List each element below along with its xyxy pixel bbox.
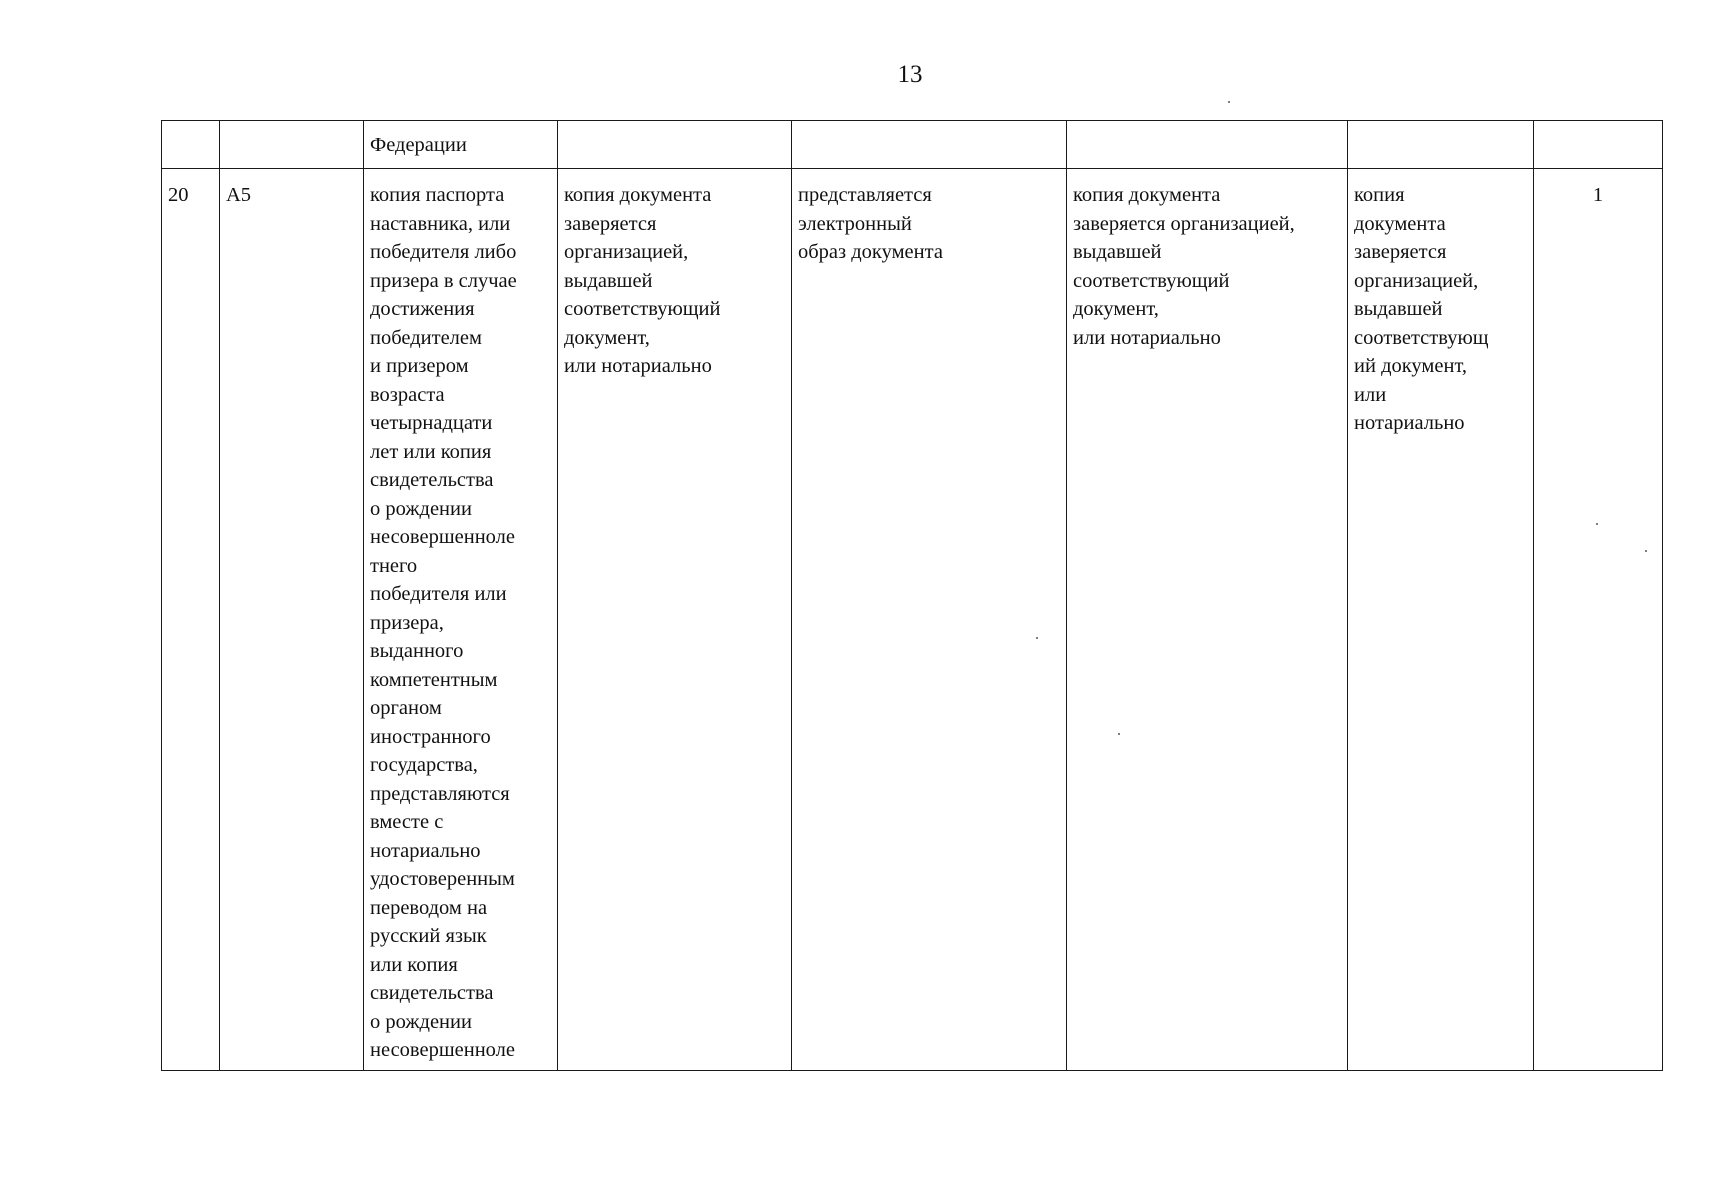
cell-code xyxy=(220,121,364,169)
table-continuation-row xyxy=(162,121,1663,169)
cell-number: 20 xyxy=(162,169,220,1071)
cell-count: 1 xyxy=(1534,169,1663,1071)
cell-requirement-4 xyxy=(1348,121,1534,169)
table-row xyxy=(162,169,1663,1071)
cell-count xyxy=(1534,121,1663,169)
scan-speck xyxy=(1118,733,1120,735)
scan-speck xyxy=(1036,637,1038,639)
cell-document-name: Федерации xyxy=(364,121,558,169)
scan-speck xyxy=(1596,523,1598,525)
cell-requirement-2 xyxy=(792,121,1067,169)
page-number: 13 xyxy=(897,61,923,88)
cell-requirement-2: представляется электронный образ документа xyxy=(792,169,1067,1071)
cell-code: А5 xyxy=(220,169,364,1071)
cell-requirement-3: копия документа заверяется организацией, выдавшей соответствующий документ, или нотариально xyxy=(1067,169,1348,1071)
scan-speck xyxy=(1228,101,1230,103)
scan-speck xyxy=(1645,550,1647,552)
document-table xyxy=(161,120,1663,1071)
cell-document-name: копия паспорта наставника, или победителя либо призера в случае достижения победителем и призером возраста четырнадцати лет или копия свидетельства о рождении несовершенноле тнего победителя или призера, выданного компетентным органом иностранного государства, представляются вместе с нотариально удостоверенным переводом на русский язык или копия свидетельства о рождении несовершенноле xyxy=(364,169,558,1071)
cell-requirement-3 xyxy=(1067,121,1348,169)
cell-requirement-1 xyxy=(558,121,792,169)
cell-requirement-4: копия документа заверяется организацией, выдавшей соответствующ ий документ, или нотариально xyxy=(1348,169,1534,1071)
cell-requirement-1: копия документа заверяется организацией, выдавшей соответствующий документ, или нотариально xyxy=(558,169,792,1071)
cell-number xyxy=(162,121,220,169)
